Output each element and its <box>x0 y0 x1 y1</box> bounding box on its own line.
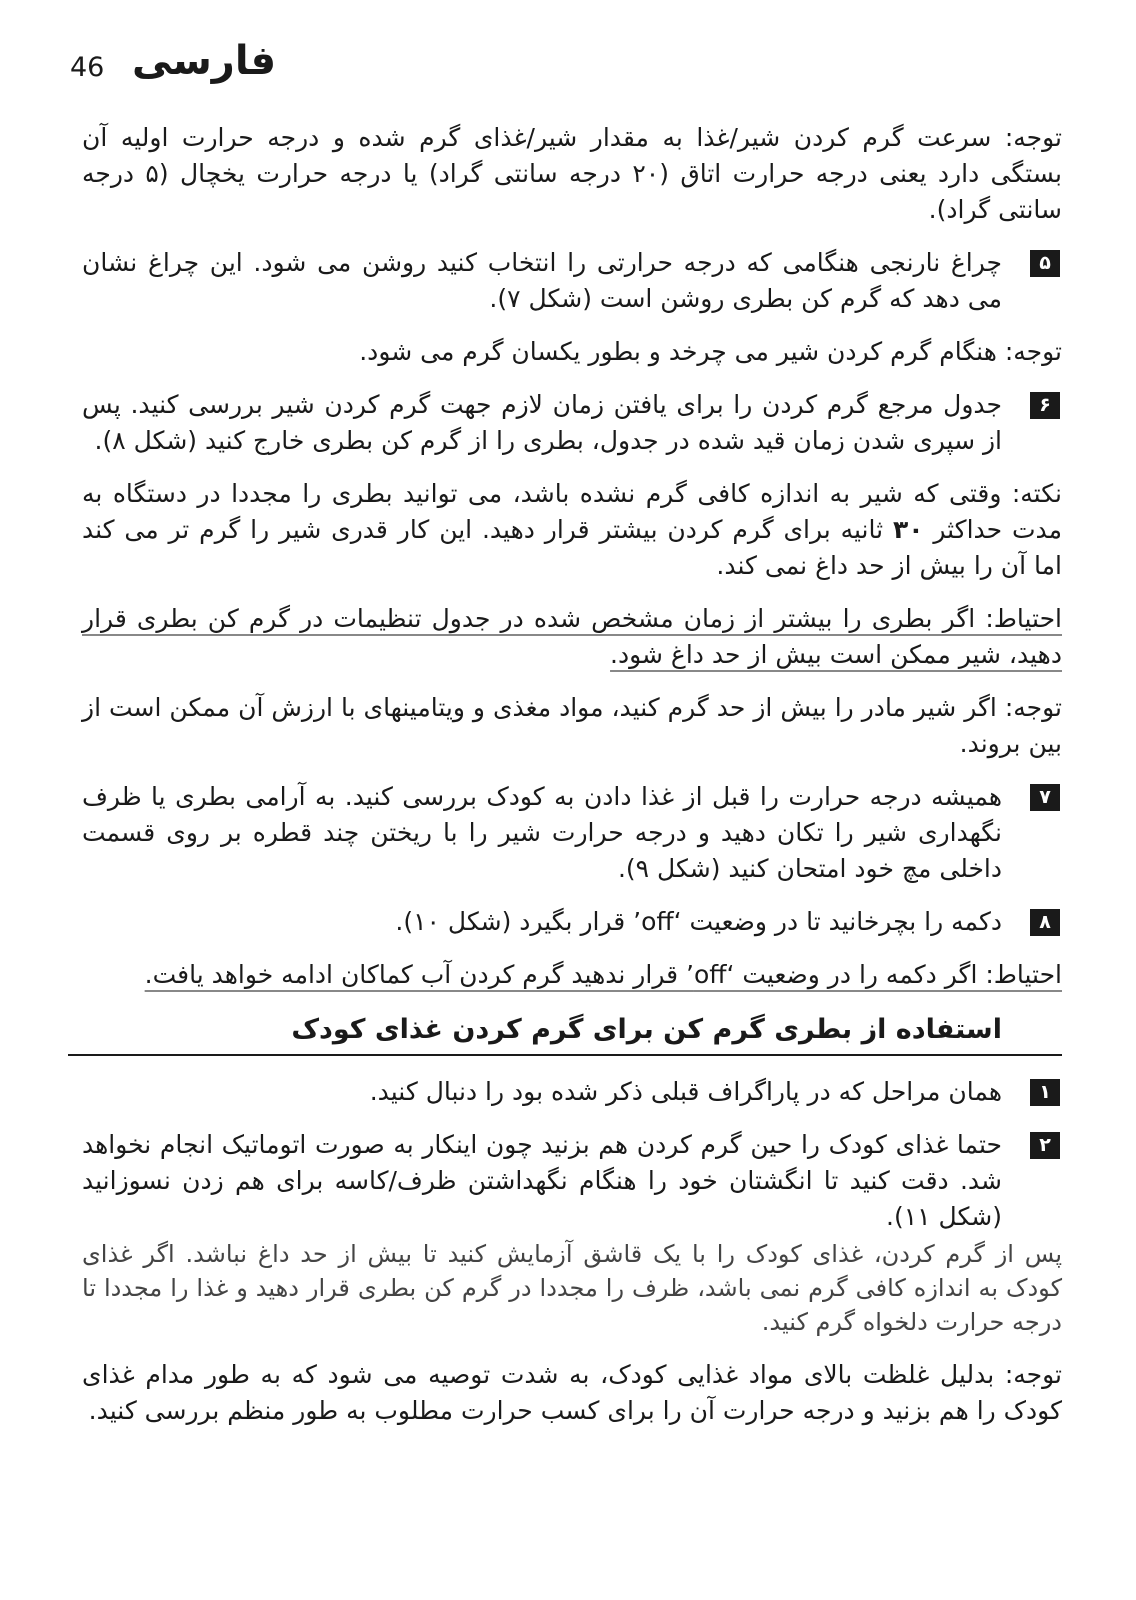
after-warming-text: پس از گرم کردن، غذای کودک را با یک قاشق آزمایش کنید تا بیش از حد داغ نباشد. اگر غذای کودک به اندازه کافی گرم نمی باشد، ظرف را مجددا در گرم کن بطری قرار دهید و غذا را مجددا تا درجه حرارت دلخواه گرم کنید. <box>82 1240 1062 1336</box>
tip-text-end: ثانیه برای گرم کردن بیشتر قرار دهید. این کار قدری شیر را گرم تر می کند اما آن را بیش از حد داغ نمی کند. <box>82 515 1062 580</box>
step-number-badge: ۲ <box>1030 1132 1060 1159</box>
step-text: چراغ نارنجی هنگامی که درجه حرارتی را انتخاب کنید روشن می شود. این چراغ نشان می دهد که گرم کن بطری روشن است (شکل ۷). <box>82 248 1002 313</box>
note-stirring: توجه: بدلیل غلظت بالای مواد غذایی کودک، به شدت توصیه می شود که به طور مدام غذای کودک را هم بزنید و درجه حرارت آن را برای کسب حرارت مطلوب به طور منظم بررسی کنید. <box>82 1360 1062 1425</box>
step-8 <box>82 904 1062 940</box>
step-text: دکمه را بچرخانید تا در وضعیت ‘off’ قرار بگیرد (شکل ۱۰). <box>395 907 1002 936</box>
step-number-badge: ۱ <box>1030 1079 1060 1106</box>
step-number-badge: ۶ <box>1030 392 1060 419</box>
section-title: استفاده از بطری گرم کن برای گرم کردن غذای کودک <box>68 1010 1062 1056</box>
page-number: 46 <box>70 52 105 83</box>
page-header <box>70 38 1060 98</box>
step-text: همان مراحل که در پاراگراف قبلی ذکر شده بود را دنبال کنید. <box>369 1077 1002 1106</box>
step-text: جدول مرجع گرم کردن را برای یافتن زمان لازم جهت گرم کردن شیر بررسی کنید. پس از سپری شدن زمان قید شده در جدول، بطری را از گرم کن بطری خارج کنید (شکل ۸). <box>82 390 1002 455</box>
step-5 <box>82 245 1062 317</box>
step-text: همیشه درجه حرارت را قبل از غذا دادن به کودک بررسی کنید. به آرامی بطری یا ظرف نگهداری شیر را تکان دهید و درجه حرارت شیر را با ریختن چند قطره بر روی قسمت داخلی مچ خود امتحان کنید (شکل ۹). <box>82 782 1002 883</box>
tip-rewarm <box>82 476 1062 584</box>
step-6 <box>82 387 1062 459</box>
step-7 <box>82 779 1062 887</box>
caution-overheat: احتیاط: اگر بطری را بیشتر از زمان مشخص شده در جدول تنظیمات در گرم کن بطری قرار دهید، شیر ممکن است بیش از حد داغ شود. <box>82 604 1062 669</box>
step-number-badge: ۵ <box>1030 250 1060 277</box>
tip-text-start: نکته: وقتی که شیر به اندازه کافی گرم نشده باشد، می توانید بطری را مجددا در دستگاه به مدت حداکثر <box>82 479 1062 544</box>
note-rotation: توجه: هنگام گرم کردن شیر می چرخد و بطور یکسان گرم می شود. <box>359 337 1062 366</box>
step-number-badge: ۸ <box>1030 909 1060 936</box>
step-number-badge: ۷ <box>1030 784 1060 811</box>
note-warming-speed: توجه: سرعت گرم کردن شیر/غذا به مقدار شیر/غذای گرم شده و درجه حرارت اولیه آن بستگی دارد یعنی درجه حرارت اتاق (۲۰ درجه سانتی گراد) یا درجه حرارت یخچال (۵ درجه سانتی گراد). <box>82 123 1063 224</box>
tip-seconds-value: ۳۰ <box>892 515 924 544</box>
language-title: فارسی <box>132 38 277 84</box>
step-1 <box>82 1074 1062 1110</box>
caution-off-position: احتیاط: اگر دکمه را در وضعیت ‘off’ قرار ندهید گرم کردن آب کماکان ادامه خواهد یافت. <box>144 960 1062 989</box>
step-2 <box>82 1127 1062 1235</box>
note-breast-milk: توجه: اگر شیر مادر را بیش از حد گرم کنید، مواد مغذی و ویتامینهای با ارزش آن ممکن است از بین بروند. <box>82 693 1062 758</box>
manual-content <box>82 120 1062 1446</box>
step-text: حتما غذای کودک را حین گرم کردن هم بزنید چون اینکار به صورت اتوماتیک انجام نخواهد شد. دقت کنید تا انگشتان خود را هنگام نگهداشتن ظرف/کاسه برای هم زدن نسوزانید (شکل ۱۱). <box>82 1130 1002 1231</box>
